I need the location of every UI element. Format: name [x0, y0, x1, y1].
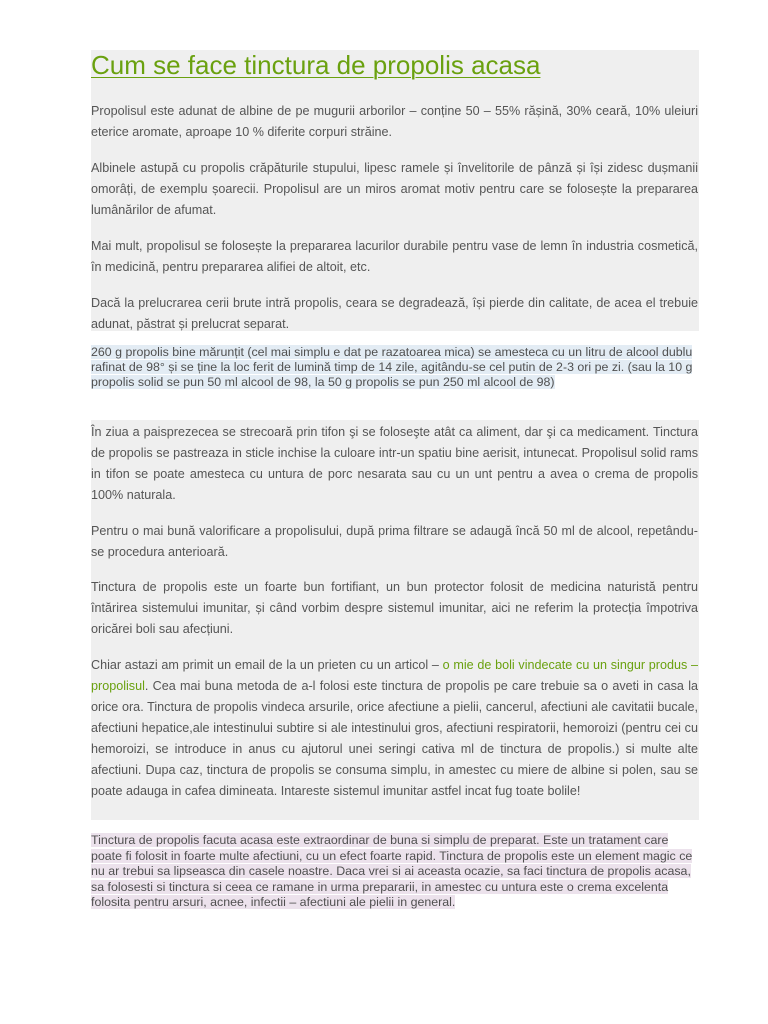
paragraph-composition: Propolisul este adunat de albine de pe mugurii arborilor – conține 50 – 55% rășină, 30% ceară, 10% uleiuri eterice aromate, aproape 10 % diferite corpuri străine.	[91, 104, 698, 139]
article-title: Cum se face tinctura de propolis acasa	[91, 50, 541, 80]
recipe-highlight	[91, 345, 701, 390]
paragraph-bees-use: Albinele astupă cu propolis crăpăturile stupului, lipesc ramele și învelitorile de pânză și își zidesc dușmanii omorâți, de exemplu șoarecii. Propolisul are un miros aromat motiv pentru care se folosește la prepararea lumânărilor de afumat.	[91, 161, 698, 217]
recipe-text: 260 g propolis bine mărunțit (cel mai simplu e dat pe razatoarea mica) se amesteca cu un litru de alcool dublu rafinat de 98° și se ține la loc ferit de lumină timp de 14 zile, agitându-se cel putin de 2-3 ori pe zi. (sau la 10 g propolis solid se pun 50 ml alcool de 98, la 50 g propolis se pun 250 ml alcool de 98)	[91, 345, 693, 389]
closing-highlight	[91, 833, 701, 911]
paragraph-wax-processing: Dacă la prelucrarea cerii brute intră propolis, ceara se degradează, își pierde din calitate, de acea el trebuie adunat, păstrat și prelucrat separat.	[91, 296, 698, 331]
paragraph-email-article	[91, 655, 698, 802]
email-text-before: Chiar astazi am primit un email de la un prieten cu un articol –	[91, 658, 443, 672]
email-text-after: . Cea mai buna metoda de a-l folosi este tinctura de propolis pe care trebuie sa o aveti in casa la orice ora. Tinctura de propolis vindeca arsurile, orice afectiune a pielii, cancerul, afectiuni ale cavitatii bucale, afectiuni hepatice,ale intestinului subtire si ale intestinului gros, afectiuni respiratorii, hemoroizi (pentru cei cu hemoroizi, se introduce in anus cu ajutorul unei seringi cativa ml de tinctura de propolis.) si multe alte afectiuni. Dupa caz, tinctura de propolis se consuma simplu, in amestec cu miere de albine si polen, sau se poate adauga in cafea dimineata. Intareste sistemul imunitar astfel incat fug toate bolile!	[91, 679, 698, 798]
paragraph-second-filter: Pentru o mai bună valorificare a propolisului, după prima filtrare se adaugă încă 50 ml de alcool, repetându-se procedura anterioară.	[91, 524, 698, 559]
closing-text: Tinctura de propolis facuta acasa este extraordinar de buna si simplu de preparat. Este un tratament care poate fi folosit in foarte multe afectiuni, cu un efect foarte rapid. Tinctura de propolis este un element magic ce nu ar trebui sa lipseasca din casele noastre. Daca vrei si ai aceasta ocazie, sa faci tinctura de propolis acasa, sa folosesti si tinctura si ceea ce ramane in urma prepararii, in amestec cu untura este o crema excelenta folosita pentru arsuri, acnee, infectii – afectiuni ale pielii in general.	[91, 833, 693, 909]
article-link[interactable]: o mie de boli vindecate cu un singur produs – propolisul	[91, 658, 699, 693]
paragraph-day-fourteen: În ziua a paisprezecea se strecoară prin tifon şi se foloseşte atât ca aliment, dar şi ca medicament. Tinctura de propolis se pastreaza in sticle inchise la culoare intr-un spatiu bine aerisit, intunecat. Propolisul solid rams in tifon se poate amesteca cu untura de porc nesarata sau cu un unt pentru a avea o crema de propolis 100% naturala.	[91, 425, 698, 502]
paragraph-immune-system: Tinctura de propolis este un foarte bun fortifiant, un bun protector folosit de medicina naturistă pentru întărirea sistemului imunitar, și când vorbim despre sistemul imunitar, aici ne referim la protecția împotriva oricărei boli sau afecțiuni.	[91, 580, 698, 636]
paragraph-industry-use: Mai mult, propolisul se folosește la prepararea lacurilor durabile pentru vase de lemn în industria cosmetică, în medicină, pentru prepararea alifiei de altoit, etc.	[91, 239, 698, 274]
